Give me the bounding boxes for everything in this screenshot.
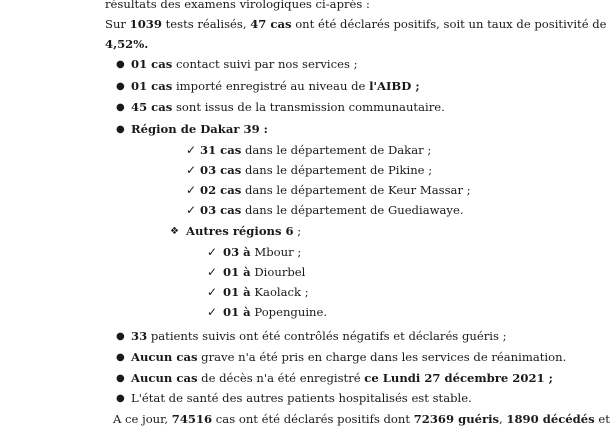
list-item-text: grave n'a été pris en charge dans les services de réanimation. xyxy=(197,350,567,364)
list-item-text: dans le département de Pikine ; xyxy=(241,163,433,177)
total-cases: 74516 xyxy=(171,412,213,426)
intro-text: ont été déclarés positifs, soit un taux de positivité de xyxy=(291,17,607,31)
list-item-bold: 01 cas xyxy=(131,57,173,71)
positivity-rate: 4,52%. xyxy=(105,37,149,51)
autres-title-tail: ; xyxy=(293,224,302,238)
bullet-icon: ● xyxy=(116,59,125,70)
list-item xyxy=(223,245,301,259)
summary-line xyxy=(113,412,610,426)
intro-line-2 xyxy=(105,37,148,51)
bullet-icon: ● xyxy=(116,102,125,113)
list-item-bold: 02 cas xyxy=(200,183,242,197)
list-item-bold: 33 xyxy=(131,329,148,343)
list-item xyxy=(200,183,471,197)
bullet-icon: ● xyxy=(116,81,125,92)
bullet-icon: ● xyxy=(116,373,125,384)
list-item xyxy=(131,100,445,114)
summary-text: , xyxy=(499,412,507,426)
diamond-bullet-icon: ❖ xyxy=(170,226,179,237)
list-item-text: L'état de santé des autres patients hospitalisés est stable. xyxy=(131,391,472,405)
dakar-title xyxy=(131,122,268,136)
bullet-icon: ● xyxy=(116,331,125,342)
list-item-bold: ce Lundi 27 décembre 2021 ; xyxy=(364,371,553,385)
list-item-bold: 31 cas xyxy=(200,143,242,157)
checkmark-icon: ✓ xyxy=(186,163,197,177)
list-item xyxy=(223,305,327,319)
list-item xyxy=(200,163,432,177)
list-item-bold: 01 cas xyxy=(131,79,173,93)
intro-text: résultats des examens virologiques ci-après : xyxy=(105,0,370,11)
list-item xyxy=(131,57,358,71)
list-item xyxy=(131,79,420,93)
bullet-icon: ● xyxy=(116,124,125,135)
list-item xyxy=(131,350,566,364)
list-item-text: Kaolack ; xyxy=(250,285,309,299)
list-item-text: sont issus de la transmission communautaire. xyxy=(172,100,445,114)
list-item xyxy=(200,203,464,217)
list-item-text: dans le département de Dakar ; xyxy=(241,143,432,157)
deaths-count: 1890 décédés xyxy=(506,412,595,426)
checkmark-icon: ✓ xyxy=(207,305,218,319)
list-item-bold: 01 à xyxy=(223,305,251,319)
list-item-text: dans le département de Keur Massar ; xyxy=(241,183,471,197)
checkmark-icon: ✓ xyxy=(207,245,218,259)
list-item-bold: 03 à xyxy=(223,245,251,259)
bullet-icon: ● xyxy=(116,352,125,363)
list-item-text: contact suivi par nos services ; xyxy=(172,57,358,71)
list-item xyxy=(131,391,472,405)
list-item-text: Popenguine. xyxy=(250,305,328,319)
autres-title xyxy=(186,224,301,238)
autres-title-text: Autres régions 6 xyxy=(186,224,294,238)
recovered-count: 72369 guéris xyxy=(413,412,500,426)
positive-count: 47 cas xyxy=(250,17,292,31)
list-item xyxy=(131,329,507,343)
checkmark-icon: ✓ xyxy=(186,183,197,197)
list-item-text: importé enregistré au niveau de xyxy=(172,79,370,93)
list-item-text: dans le département de Guediawaye. xyxy=(241,203,464,217)
list-item-bold: 45 cas xyxy=(131,100,173,114)
list-item-text: Mbour ; xyxy=(250,245,302,259)
list-item-bold: 03 cas xyxy=(200,163,242,177)
tests-count: 1039 xyxy=(129,17,162,31)
list-item xyxy=(223,285,309,299)
list-item-text: patients suivis ont été contrôlés négatifs et déclarés guéris ; xyxy=(147,329,507,343)
list-item xyxy=(223,265,305,279)
list-item-text: de décès n'a été enregistré xyxy=(197,371,365,385)
checkmark-icon: ✓ xyxy=(207,265,218,279)
intro-text: tests réalisés, xyxy=(161,17,251,31)
list-item-text: Diourbel xyxy=(250,265,306,279)
bullet-icon: ● xyxy=(116,393,125,404)
summary-text: cas ont été déclarés positifs dont xyxy=(212,412,414,426)
list-item-bold: 01 à xyxy=(223,265,251,279)
dakar-title-text: Région de Dakar 39 : xyxy=(131,122,268,136)
intro-text: Sur xyxy=(105,17,130,31)
list-item-bold: Aucun cas xyxy=(131,350,198,364)
checkmark-icon: ✓ xyxy=(207,285,218,299)
checkmark-icon: ✓ xyxy=(186,203,197,217)
intro-line-0 xyxy=(105,0,370,11)
list-item-bold: 01 à xyxy=(223,285,251,299)
list-item xyxy=(131,371,553,385)
summary-text: A ce jour, xyxy=(113,412,172,426)
checkmark-icon: ✓ xyxy=(186,143,197,157)
list-item-bold: l'AIBD ; xyxy=(369,79,420,93)
intro-line-1 xyxy=(105,17,607,31)
list-item-bold: Aucun cas xyxy=(131,371,198,385)
list-item-bold: 03 cas xyxy=(200,203,242,217)
list-item xyxy=(200,143,431,157)
summary-text: et xyxy=(594,412,610,426)
